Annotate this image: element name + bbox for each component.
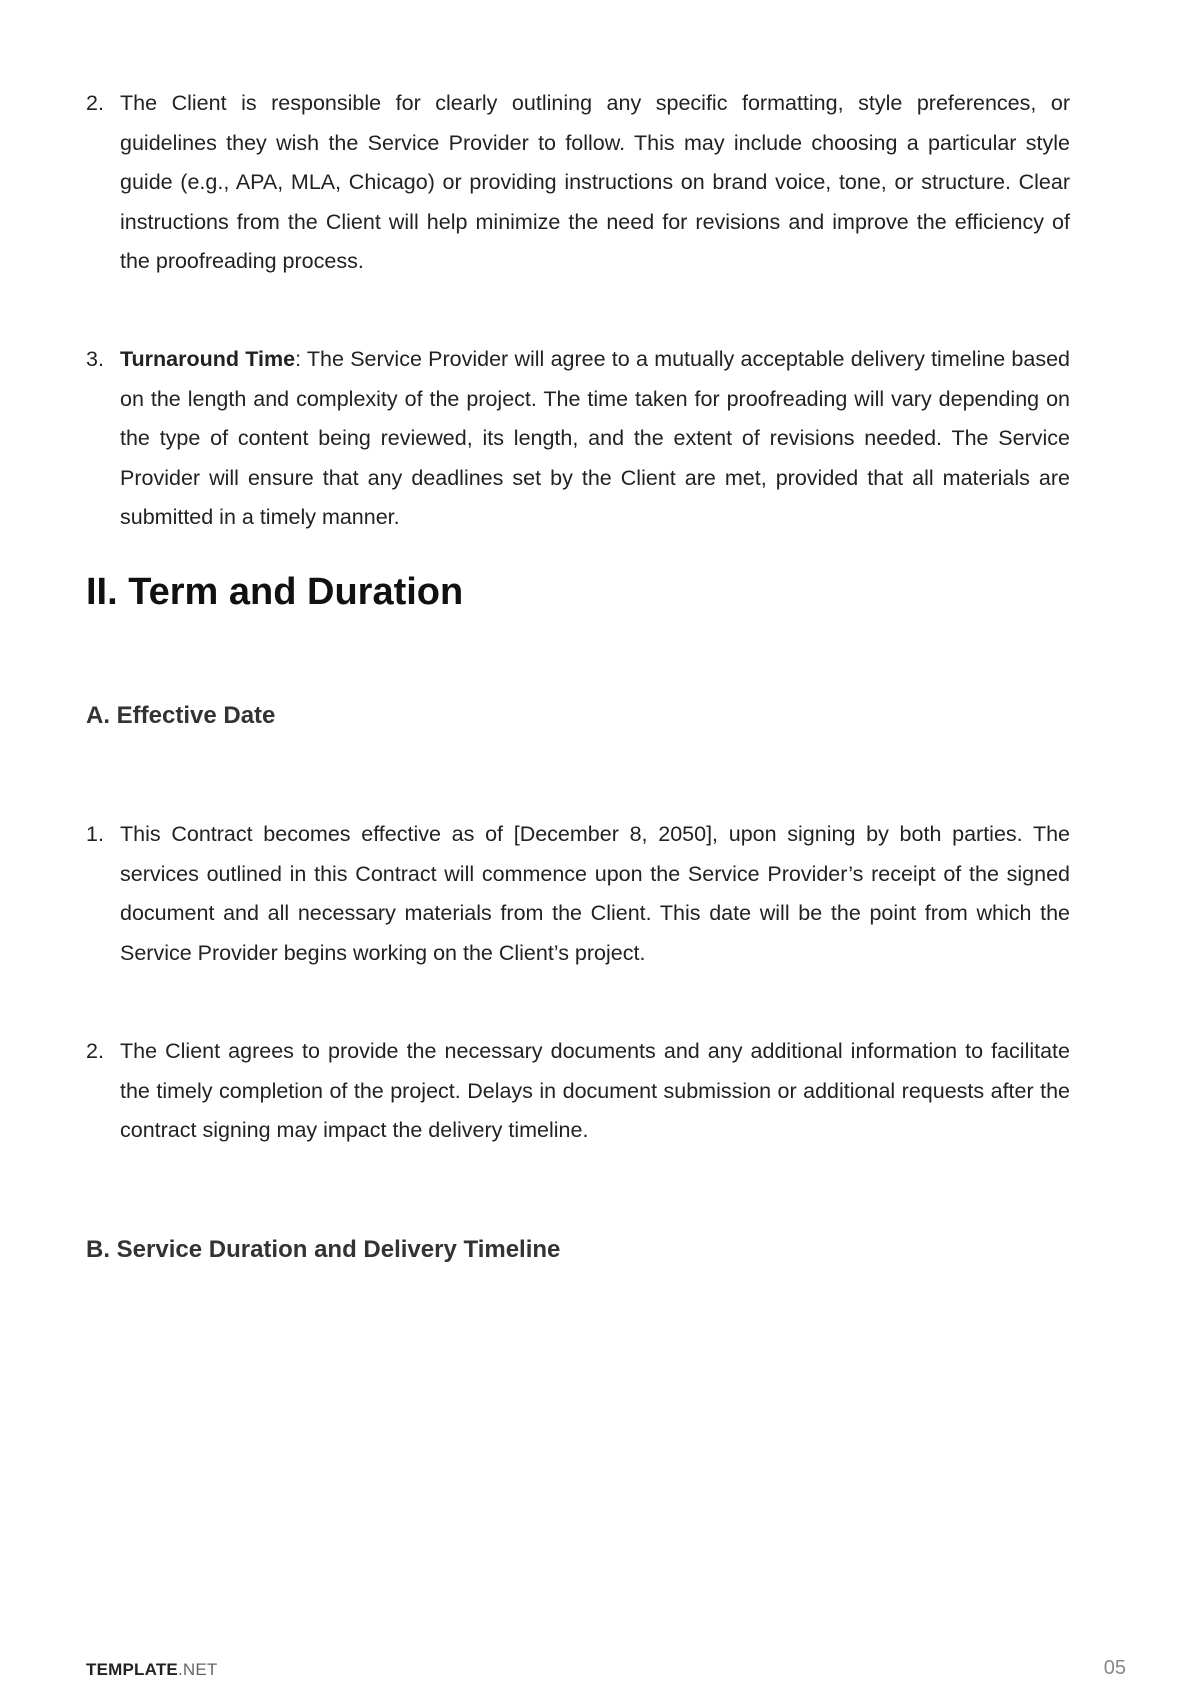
section-heading-term-and-duration: II. Term and Duration	[86, 571, 464, 613]
list-item-number: 2.	[86, 91, 104, 115]
page-number: 05	[1103, 1657, 1126, 1679]
footer-logo-strong: TEMPLATE	[86, 1660, 178, 1679]
subsection-heading-effective-date: A. Effective Date	[86, 702, 276, 729]
list-item-effective-date	[86, 815, 1070, 973]
list-item-text: The Client is responsible for clearly outlining any specific formatting, style preferences, or guidelines they wish the Service Provider to follow. This may include choosing a particular style guide (e.g., APA, MLA, Chicago) or providing instructions on brand voice, tone, or structure. Clear instructions from the Client will help minimize the need for revisions and improve the efficiency of the proofreading process.	[120, 91, 1070, 273]
list-item-turnaround-time	[86, 340, 1070, 538]
list-item-formatting-guidelines	[86, 84, 1070, 282]
list-item-label: Turnaround Time	[120, 347, 296, 371]
list-item-number: 2.	[86, 1039, 104, 1063]
list-item-text	[120, 340, 1070, 538]
list-item-client-documents	[86, 1032, 1070, 1151]
list-item-body: : The Service Provider will agree to a mutually acceptable delivery timeline based on the length and complexity of the project. The time taken for proofreading will vary depending on the type of content being reviewed, its length, and the extent of revisions needed. The Service Provider will ensure that any deadlines set by the Client are met, provided that all materials are submitted in a timely manner.	[120, 347, 1070, 529]
list-item-number: 1.	[86, 822, 104, 846]
subsection-heading-service-duration: B. Service Duration and Delivery Timeline	[86, 1236, 561, 1263]
footer-logo	[86, 1660, 217, 1680]
footer-logo-light: .NET	[177, 1660, 218, 1679]
list-item-number: 3.	[86, 347, 104, 371]
list-item-text: This Contract becomes effective as of [December 8, 2050], upon signing by both parties. The services outlined in this Contract will commence upon the Service Provider’s receipt of the signed document and all necessary materials from the Client. This date will be the point from which the Service Provider begins working on the Client’s project.	[120, 822, 1070, 965]
list-item-text: The Client agrees to provide the necessary documents and any additional information to facilitate the timely completion of the project. Delays in document submission or additional requests after the contract signing may impact the delivery timeline.	[120, 1039, 1070, 1142]
